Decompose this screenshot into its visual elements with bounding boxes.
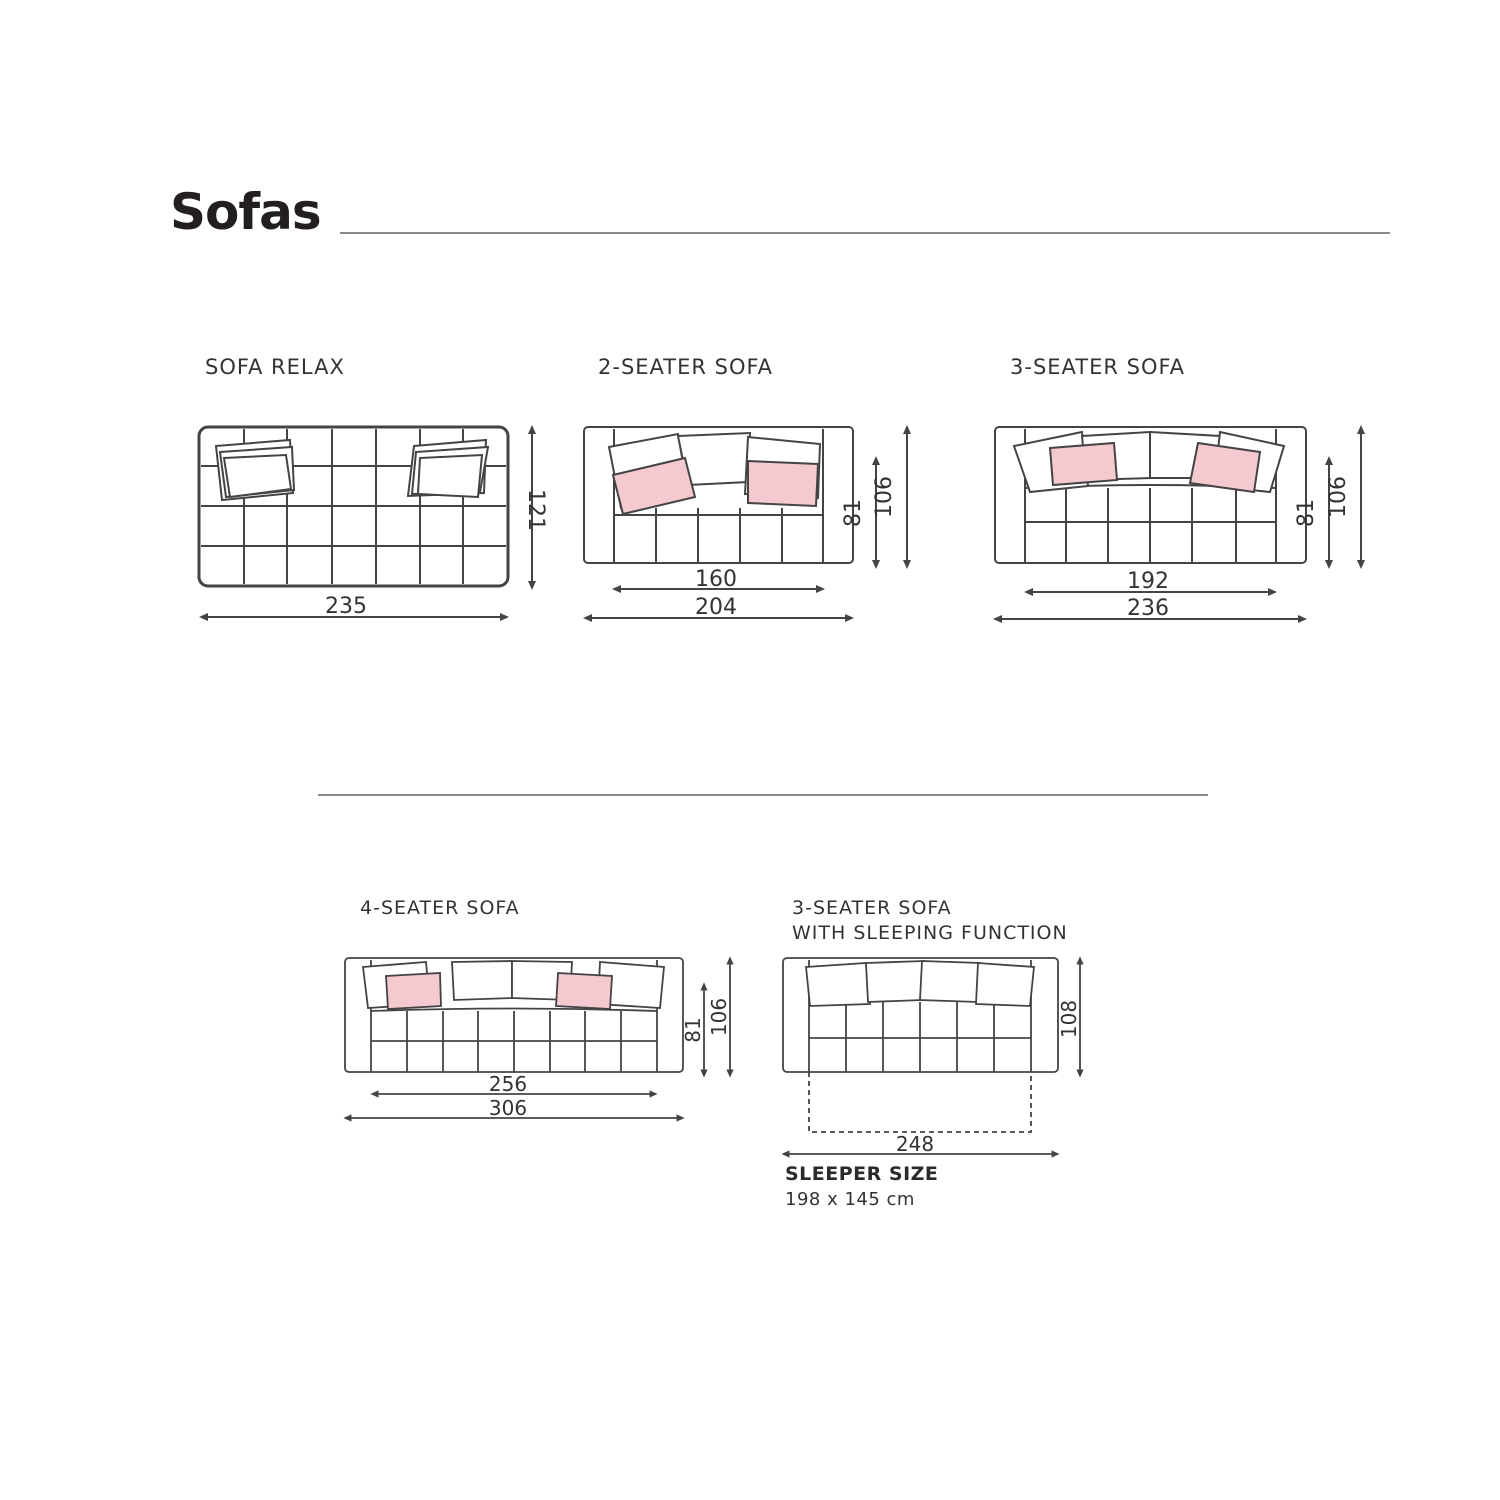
four-seater-seat-depth: 81 [681,1017,705,1043]
two-seater-label: 2-SEATER SOFA [598,355,774,379]
three-seater-depth: 106 [1326,476,1351,518]
two-seater-seat-depth: 81 [841,499,866,527]
sleeper-size-value: 198 x 145 cm [785,1189,915,1210]
sofa-relax-depth: 121 [523,489,548,531]
sleeper-sofa-depth: 108 [1057,999,1081,1039]
four-seater-depth: 106 [707,997,731,1037]
two-seater-plan [584,427,853,563]
sleeper-sofa-width: 248 [895,1132,935,1156]
three-seater-inner-width: 192 [1127,569,1169,594]
sleeper-sofa-label: 3-SEATER SOFA WITH SLEEPING FUNCTION [792,897,1068,944]
four-seater-label: 4-SEATER SOFA [360,897,520,919]
sleeper-size-title: SLEEPER SIZE [785,1163,939,1185]
three-seater-label: 3-SEATER SOFA [1010,355,1186,379]
four-seater-plan [345,958,683,1072]
four-seater-width: 306 [488,1096,528,1120]
sofa-relax-width: 235 [325,594,367,619]
two-seater-depth: 106 [872,476,897,518]
sofa-relax-plan [199,427,508,586]
sleeper-sofa-plan [783,958,1058,1132]
three-seater-seat-depth: 81 [1294,499,1319,527]
three-seater-width: 236 [1127,596,1169,621]
page-title: Sofas [170,183,321,241]
two-seater-width: 204 [695,595,737,620]
four-seater-inner-width: 256 [488,1072,528,1096]
three-seater-plan [995,427,1306,563]
sofa-relax-label: SOFA RELAX [205,355,345,379]
two-seater-inner-width: 160 [695,567,737,592]
